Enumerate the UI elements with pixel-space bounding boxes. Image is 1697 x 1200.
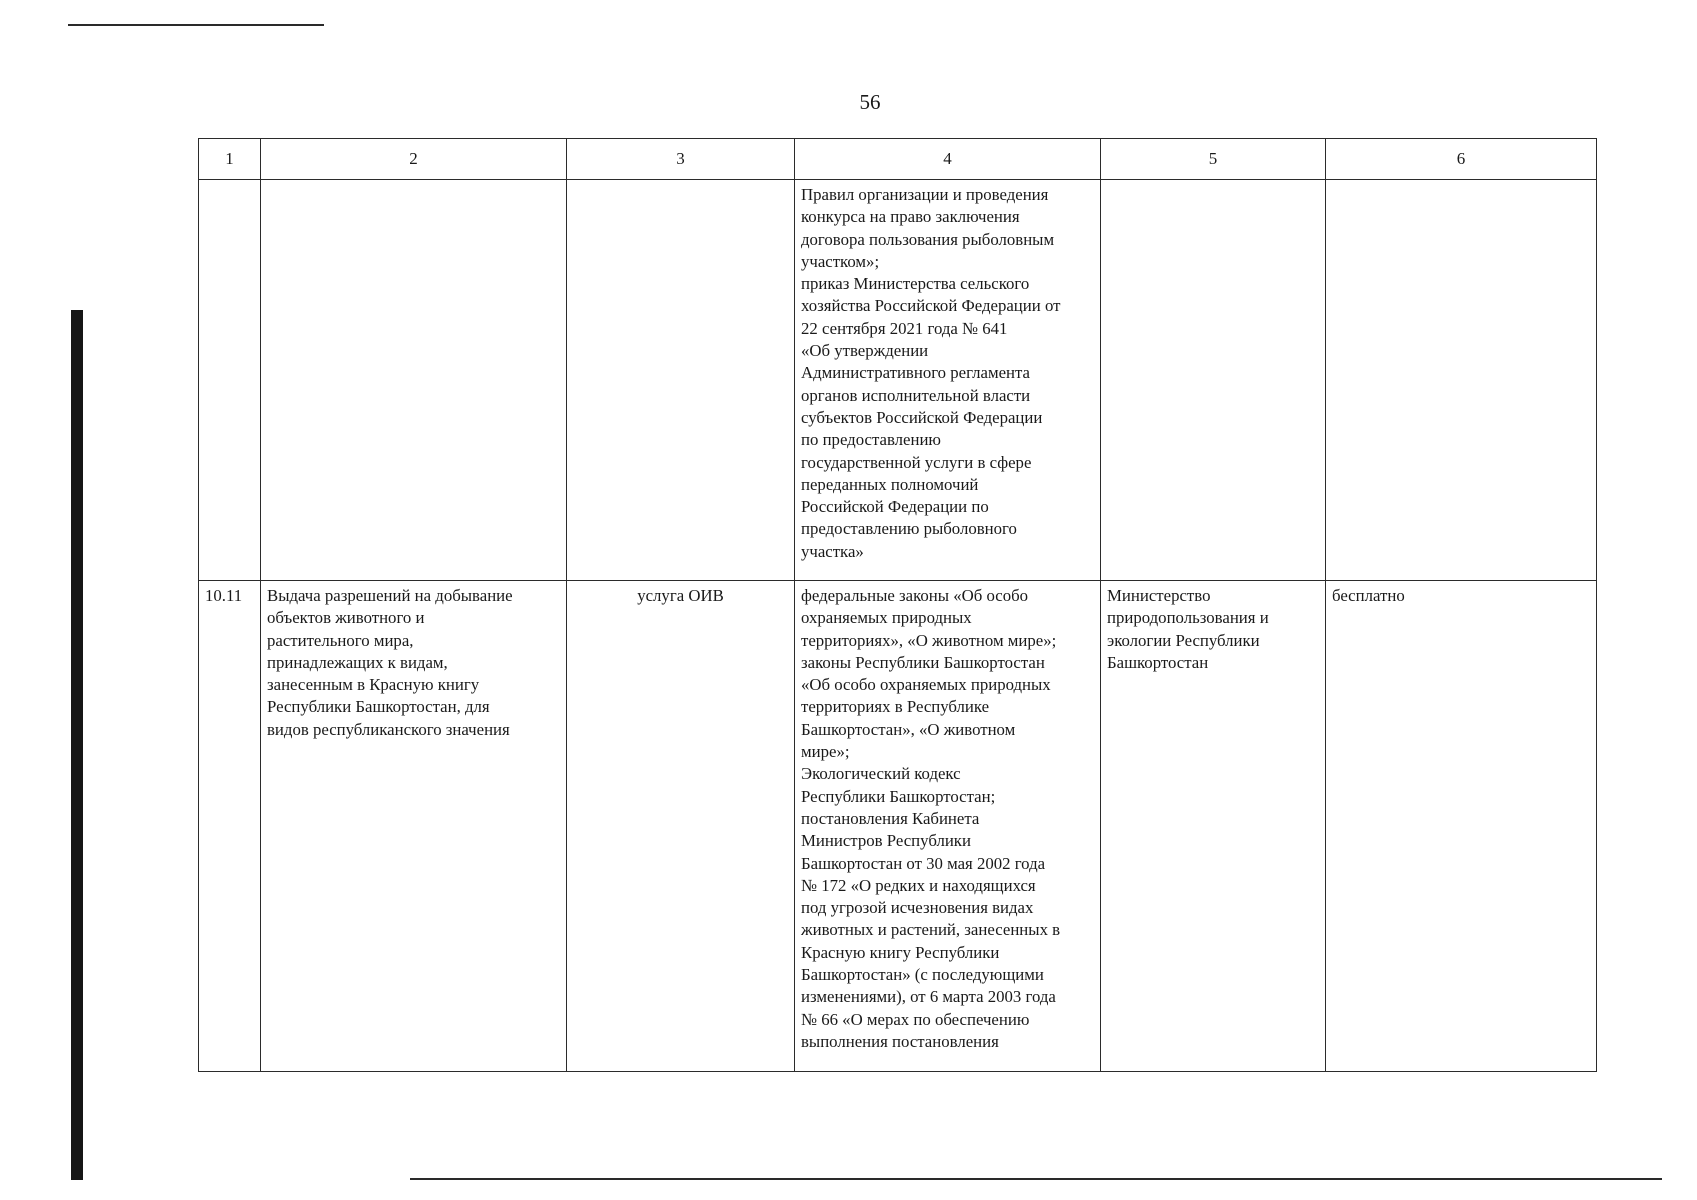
table-cell-service-type <box>567 180 795 581</box>
table-header-row <box>199 139 1597 180</box>
table-cell-legal-basis: Правил организации и проведения конкурса на право заключения договора пользования рыболовным участком»; приказ Министерства сельского хозяйства Российской Федерации от 22 сентября 2021 года № 641 «Об утверждении Административного регламента органов исполнительной власти субъектов Российской Федерации по предоставлению государственной услуги в сфере переданных полномочий Российской Федерации по предоставлению рыболовного участка» <box>795 180 1101 581</box>
table-cell-fee: бесплатно <box>1326 581 1597 1072</box>
table-cell-legal-basis: федеральные законы «Об особо охраняемых природных территориях», «О животном мире»; законы Республики Башкортостан «Об особо охраняемых природных территориях в Республике Башкортостан», «О животном мире»; Экологический кодекс Республики Башкортостан; постановления Кабинета Министров Республики Башкортостан от 30 мая 2002 года № 172 «О редких и находящихся под угрозой исчезновения видах животных и растений, занесенных в Красную книгу Республики Башкортостан» (с последующими изменениями), от 6 марта 2003 года № 66 «О мерах по обеспечению выполнения постановления <box>795 581 1101 1072</box>
table-row-continuation <box>199 180 1597 581</box>
column-header-1: 1 <box>199 139 261 180</box>
column-header-4: 4 <box>795 139 1101 180</box>
table-cell-number: 10.11 <box>199 581 261 1072</box>
table-cell-service-name: Выдача разрешений на добывание объектов животного и растительного мира, принадлежащих к видам, занесенным в Красную книгу Республики Башкортостан, для видов республиканского значения <box>261 581 567 1072</box>
table-row-10-11 <box>199 581 1597 1072</box>
table-cell-number <box>199 180 261 581</box>
table-cell-fee <box>1326 180 1597 581</box>
column-header-3: 3 <box>567 139 795 180</box>
services-table <box>198 138 1597 1072</box>
scan-artifact-line-bottom <box>410 1178 1662 1180</box>
column-header-6: 6 <box>1326 139 1597 180</box>
page-number: 56 <box>859 90 881 114</box>
column-header-2: 2 <box>261 139 567 180</box>
table-cell-authority: Министерство природопользования и экологии Республики Башкортостан <box>1101 581 1326 1072</box>
table-cell-service-type: услуга ОИВ <box>567 581 795 1072</box>
scan-artifact-line-top <box>68 24 324 26</box>
table-cell-service-name <box>261 180 567 581</box>
scan-artifact-bar-left <box>71 310 83 1180</box>
table-cell-authority <box>1101 180 1326 581</box>
column-header-5: 5 <box>1101 139 1326 180</box>
